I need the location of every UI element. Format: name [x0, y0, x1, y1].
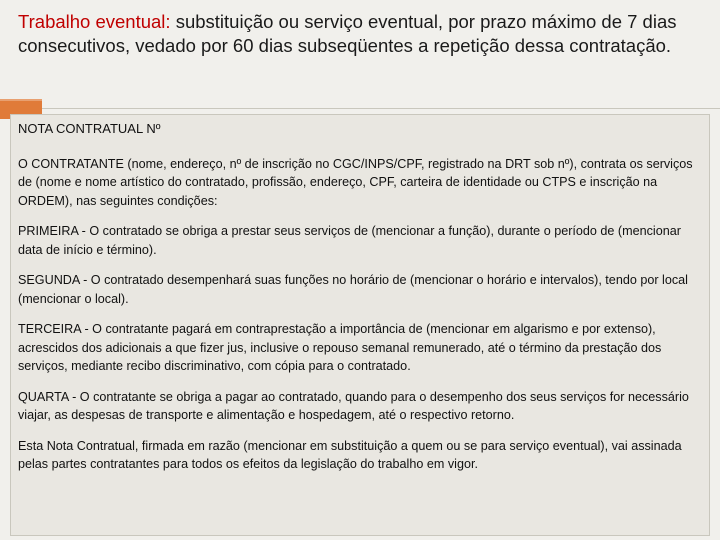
- title-text: substituição ou serviço eventual, por prazo máximo de 7 dias consecutivos, vedado por 60 dias subseqüentes a repetição dessa contratação.: [18, 11, 677, 56]
- document-body: [18, 120, 708, 486]
- paragraph-closing: Esta Nota Contratual, firmada em razão (mencionar em substituição a quem ou se para serviço eventual), vai assinada pelas partes contratantes para todos os efeitos da legislação do trabalho em vigor.: [18, 438, 682, 471]
- paragraph-preamble: O CONTRATANTE (nome, endereço, nº de inscrição no CGC/INPS/CPF, registrado na DRT sob nº), contrata os serviços de (nome e nome artístico do contratado, profissão, endereço, CPF, carteira de identidade ou CTPS e inscrição na ORDEM), nas seguintes condições:: [18, 156, 693, 208]
- slide-title: [18, 10, 708, 57]
- accent-block-highlight: [0, 99, 42, 101]
- paragraph-segunda: SEGUNDA - O contratado desempenhará suas funções no horário de (mencionar o horário e intervalos), tendo por local (mencionar o local).: [18, 273, 688, 306]
- paragraph-terceira: TERCEIRA - O contratante pagará em contraprestação a importância de (mencionar em algarismo e por extenso), acrescidos dos adicionais a que fizer jus, inclusive o repouso semanal remunerado, até o término da prestação dos serviços, mediante recibo discriminativo, com cópia para o contratado.: [18, 322, 662, 373]
- slide-header: [0, 0, 720, 100]
- document-heading: NOTA CONTRATUAL Nº: [18, 121, 161, 136]
- header-divider: [0, 108, 720, 109]
- paragraph-primeira: PRIMEIRA - O contratado se obriga a prestar seus serviços de (mencionar a função), durante o período de (mencionar data de início e término).: [18, 224, 681, 257]
- title-label: Trabalho eventual:: [18, 11, 171, 32]
- paragraph-quarta: QUARTA - O contratante se obriga a pagar ao contratado, quando para o desempenho dos seus serviços for necessário viajar, as despesas de transporte e alimentação e hospedagem, até o respectivo retorno.: [18, 389, 689, 422]
